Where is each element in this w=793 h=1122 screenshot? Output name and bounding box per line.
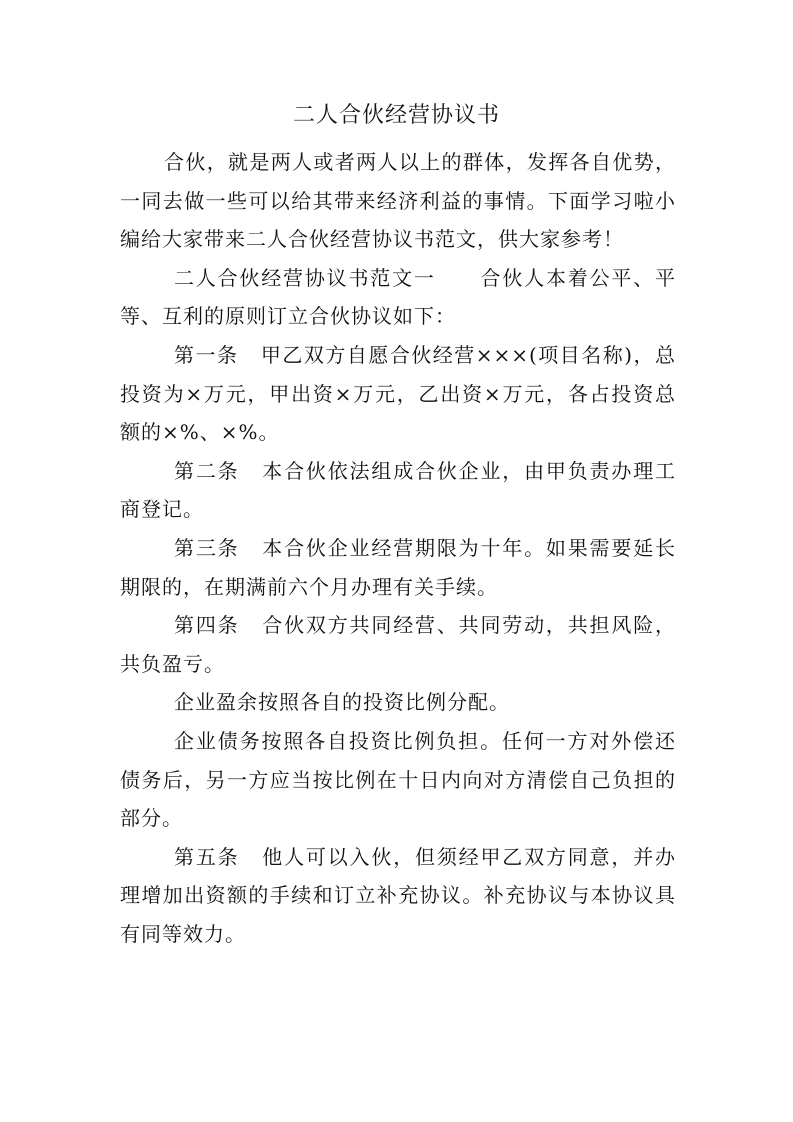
- article-1: [120, 336, 676, 452]
- article-label: 第二条: [174, 458, 240, 483]
- article-5: [120, 838, 676, 954]
- article-label: 第一条: [174, 342, 239, 367]
- article-text: 本合伙依法组成合伙企业，由甲负责办理工商登记。: [120, 458, 677, 522]
- sample-intro: 合伙人本着公平、平等、互利的原则订立合伙协议如下：: [120, 265, 677, 329]
- article-text: 甲乙双方自愿合伙经营×××(项目名称)，总投资为×万元，甲出资×万元，乙出资×万元，各占投资总额的×%、×%。: [120, 342, 676, 445]
- article-text: 合伙双方共同经营、共同劳动，共担风险，共负盈亏。: [120, 613, 677, 676]
- document-title: 二人合伙经营协议书: [292, 103, 500, 128]
- sample-paragraph: [120, 259, 676, 336]
- document-body: [120, 143, 676, 953]
- article-label: 第三条: [174, 535, 240, 560]
- debt-rule-paragraph: 企业债务按照各自投资比例负担。任何一方对外偿还债务后，另一方应当按比例在十日内向对方清偿自己负担的部分。: [120, 728, 676, 831]
- article-text: 本合伙企业经营期限为十年。如果需要延长期限的，在期满前六个月办理有关手续。: [120, 535, 677, 599]
- profit-rule-paragraph: 企业盈余按照各自的投资比例分配。: [174, 690, 510, 715]
- article-label: 第四条: [174, 613, 240, 638]
- article-4: [120, 606, 676, 683]
- sample-heading: 二人合伙经营协议书范文一: [174, 265, 436, 290]
- article-text: 他人可以入伙，但须经甲乙双方同意，并办理增加出资额的手续和订立补充协议。补充协议与本协议具有同等效力。: [120, 844, 677, 946]
- article-3: [120, 529, 676, 606]
- article-label: 第五条: [174, 844, 240, 869]
- intro-paragraph: 合伙，就是两人或者两人以上的群体，发挥各自优势，一同去做一些可以给其带来经济利益的事情。下面学习啦小编给大家带来二人合伙经营协议书范文，供大家参考！: [120, 150, 676, 252]
- article-2: [120, 452, 676, 529]
